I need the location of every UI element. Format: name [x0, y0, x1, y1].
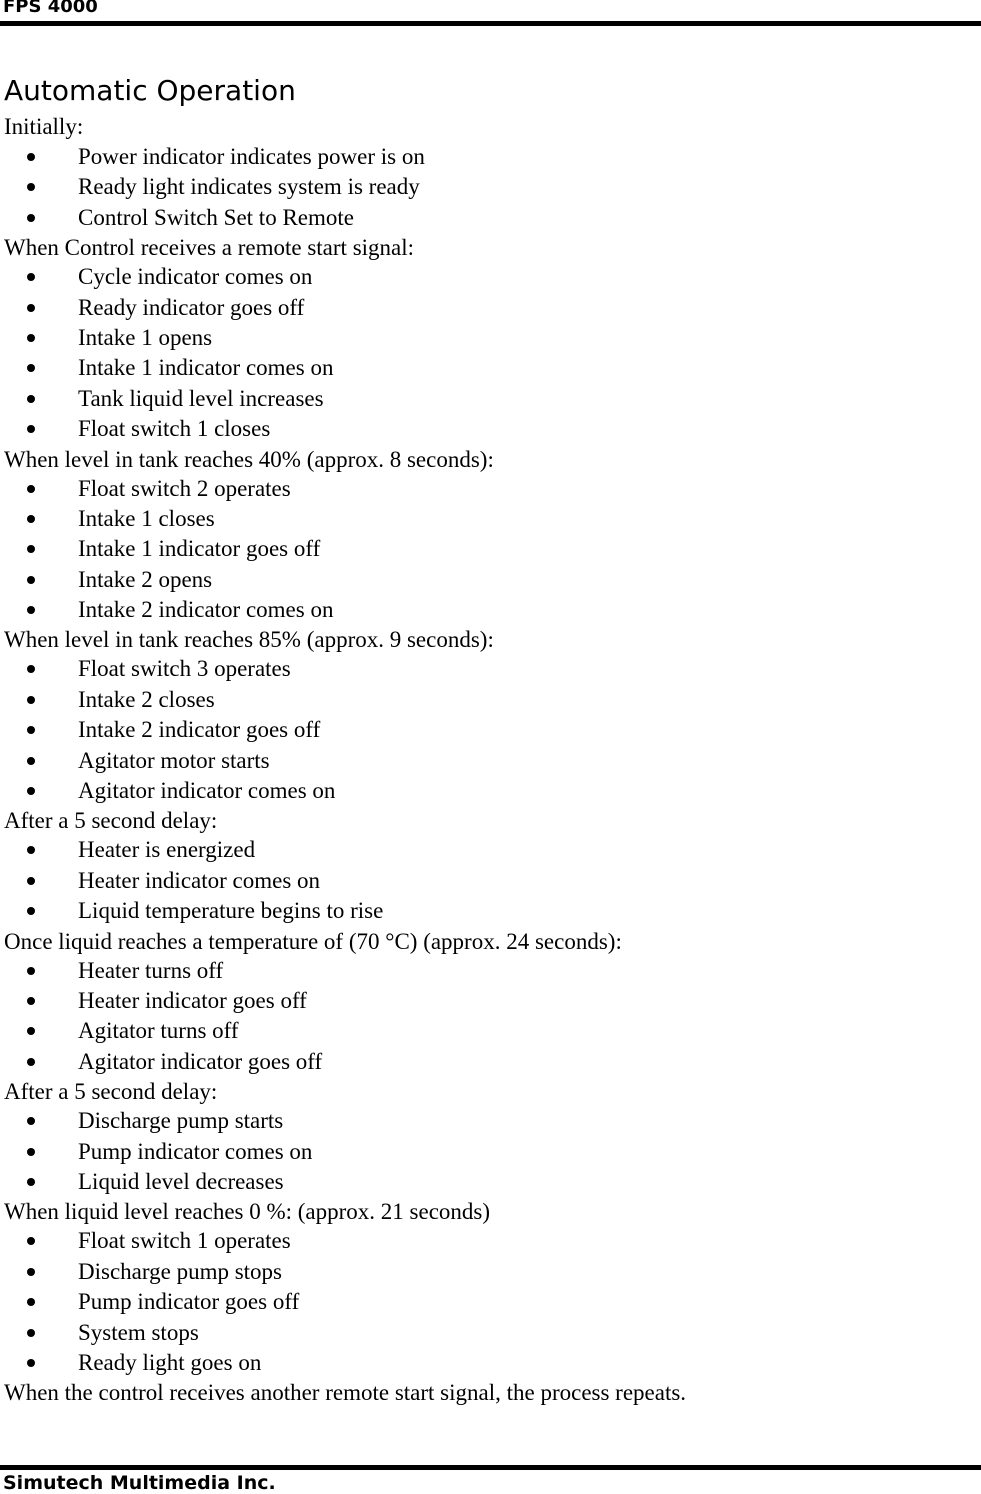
list-item — [4, 1016, 974, 1046]
bullet-icon — [27, 1148, 35, 1156]
bullet-icon — [27, 757, 35, 765]
list-item — [4, 504, 974, 534]
list-item — [4, 685, 974, 715]
list-item-text: Intake 2 opens — [78, 566, 213, 592]
footer-rule — [0, 1465, 981, 1470]
section-steps-list — [4, 1226, 974, 1378]
bullet-icon — [27, 1359, 35, 1367]
list-item — [4, 595, 974, 625]
bullet-icon — [27, 485, 35, 493]
operation-sections — [4, 233, 974, 1378]
section-steps-list — [4, 262, 974, 444]
list-item-text: Agitator indicator goes off — [78, 1048, 323, 1074]
list-item-text: Pump indicator comes on — [78, 1138, 313, 1164]
list-item — [4, 715, 974, 745]
operation-section — [4, 445, 974, 626]
list-item-text: Liquid level decreases — [78, 1168, 284, 1194]
list-item-text: Pump indicator goes off — [78, 1289, 300, 1315]
section-steps-list — [4, 1106, 974, 1197]
bullet-icon — [27, 665, 35, 673]
list-item — [4, 1318, 974, 1348]
list-item — [4, 1167, 974, 1197]
list-item-text: Float switch 1 closes — [78, 416, 271, 442]
bullet-icon — [27, 153, 35, 161]
list-item-text: Agitator turns off — [78, 1018, 239, 1044]
list-item-text: Intake 2 indicator goes off — [78, 717, 321, 743]
list-item — [4, 956, 974, 986]
list-item — [4, 1287, 974, 1317]
bullet-icon — [27, 877, 35, 885]
list-item-text: Heater indicator comes on — [78, 867, 321, 893]
list-item — [4, 353, 974, 383]
list-item — [4, 776, 974, 806]
intro-label: Initially: — [4, 114, 84, 139]
list-item — [4, 1348, 974, 1378]
list-item — [4, 534, 974, 564]
bullet-icon — [27, 183, 35, 191]
bullet-icon — [27, 907, 35, 915]
bullet-icon — [27, 787, 35, 795]
list-item — [4, 565, 974, 595]
operation-section — [4, 1197, 974, 1378]
header-title: FPS 4000 — [3, 0, 98, 17]
list-item-text: Intake 1 indicator goes off — [78, 536, 321, 562]
bullet-icon — [27, 515, 35, 523]
operation-section — [4, 806, 974, 926]
section-steps-list — [4, 654, 974, 806]
bullet-icon — [27, 1178, 35, 1186]
section-label: When level in tank reaches 85% (approx. 9 seconds): — [4, 627, 494, 653]
list-item — [4, 746, 974, 776]
section-label: When liquid level reaches 0 %: (approx. 21 seconds) — [4, 1199, 491, 1225]
bullet-icon — [27, 576, 35, 584]
list-item-text: Heater turns off — [78, 957, 224, 983]
list-item-text: Float switch 1 operates — [78, 1228, 291, 1254]
list-item — [4, 384, 974, 414]
list-item — [4, 1226, 974, 1256]
list-item — [4, 986, 974, 1016]
list-item-text: Heater is energized — [78, 837, 256, 863]
bullet-icon — [27, 1027, 35, 1035]
list-item — [4, 654, 974, 684]
bullet-icon — [27, 304, 35, 312]
closing-text: When the control receives another remote start signal, the process repeats. — [4, 1380, 687, 1406]
list-item — [4, 1047, 974, 1077]
list-item-text: Intake 1 closes — [78, 505, 215, 531]
list-item — [4, 172, 974, 202]
section-label: When Control receives a remote start signal: — [4, 235, 415, 261]
bullet-icon — [27, 425, 35, 433]
bullet-icon — [27, 967, 35, 975]
operation-section — [4, 625, 974, 806]
list-item-text: Intake 2 closes — [78, 686, 215, 712]
section-label: After a 5 second delay: — [4, 808, 218, 834]
bullet-icon — [27, 1329, 35, 1337]
list-item-text: Cycle indicator comes on — [78, 264, 313, 290]
list-item — [4, 866, 974, 896]
bullet-icon — [27, 395, 35, 403]
list-item-text: Tank liquid level increases — [78, 385, 324, 411]
section-label: When level in tank reaches 40% (approx. 8 seconds): — [4, 446, 494, 472]
section-label: Once liquid reaches a temperature of (70 °C) (approx. 24 seconds): — [4, 928, 622, 954]
section-steps-list — [4, 956, 974, 1078]
initial-conditions-list — [4, 142, 974, 233]
list-item-text: Ready indicator goes off — [78, 294, 305, 320]
section-label: After a 5 second delay: — [4, 1079, 218, 1105]
operation-section — [4, 927, 974, 1078]
list-item — [4, 293, 974, 323]
bullet-icon — [27, 545, 35, 553]
bullet-icon — [27, 273, 35, 281]
bullet-icon — [27, 726, 35, 734]
list-item-text: Liquid temperature begins to rise — [78, 898, 384, 924]
list-item-text: System stops — [78, 1319, 199, 1345]
list-item-text: Intake 1 indicator comes on — [78, 355, 334, 381]
list-item-text: Discharge pump starts — [78, 1108, 284, 1134]
bullet-icon — [27, 364, 35, 372]
list-item-text: Ready light goes on — [78, 1349, 262, 1375]
list-item-text: Agitator motor starts — [78, 747, 270, 773]
operation-section — [4, 233, 974, 444]
section-steps-list — [4, 835, 974, 926]
list-item — [4, 142, 974, 172]
bullet-icon — [27, 1268, 35, 1276]
header-rule — [0, 21, 981, 26]
bullet-icon — [27, 997, 35, 1005]
list-item — [4, 896, 974, 926]
section-steps-list — [4, 474, 974, 626]
list-item-text: Float switch 3 operates — [78, 656, 291, 682]
bullet-icon — [27, 1237, 35, 1245]
list-item-text: Intake 2 indicator comes on — [78, 597, 334, 623]
bullet-icon — [27, 214, 35, 222]
bullet-icon — [27, 1058, 35, 1066]
list-item-text: Float switch 2 operates — [78, 475, 291, 501]
page-title: Automatic Operation — [4, 74, 296, 107]
bullet-icon — [27, 1298, 35, 1306]
bullet-icon — [27, 1117, 35, 1125]
list-item — [4, 1137, 974, 1167]
list-item-text: Heater indicator goes off — [78, 987, 307, 1013]
document-body — [4, 70, 974, 1408]
list-item-text: Control Switch Set to Remote — [78, 204, 354, 230]
bullet-icon — [27, 846, 35, 854]
list-item — [4, 262, 974, 292]
list-item — [4, 203, 974, 233]
list-item — [4, 835, 974, 865]
list-item-text: Intake 1 opens — [78, 324, 213, 350]
list-item — [4, 414, 974, 444]
footer-company: Simutech Multimedia Inc. — [3, 1472, 276, 1494]
list-item-text: Agitator indicator comes on — [78, 778, 336, 804]
list-item-text: Power indicator indicates power is on — [78, 144, 425, 169]
list-item — [4, 474, 974, 504]
bullet-icon — [27, 606, 35, 614]
bullet-icon — [27, 334, 35, 342]
bullet-icon — [27, 696, 35, 704]
list-item — [4, 1257, 974, 1287]
list-item — [4, 323, 974, 353]
list-item-text: Discharge pump stops — [78, 1258, 283, 1284]
list-item-text: Ready light indicates system is ready — [78, 174, 420, 200]
list-item — [4, 1106, 974, 1136]
operation-section — [4, 1077, 974, 1197]
